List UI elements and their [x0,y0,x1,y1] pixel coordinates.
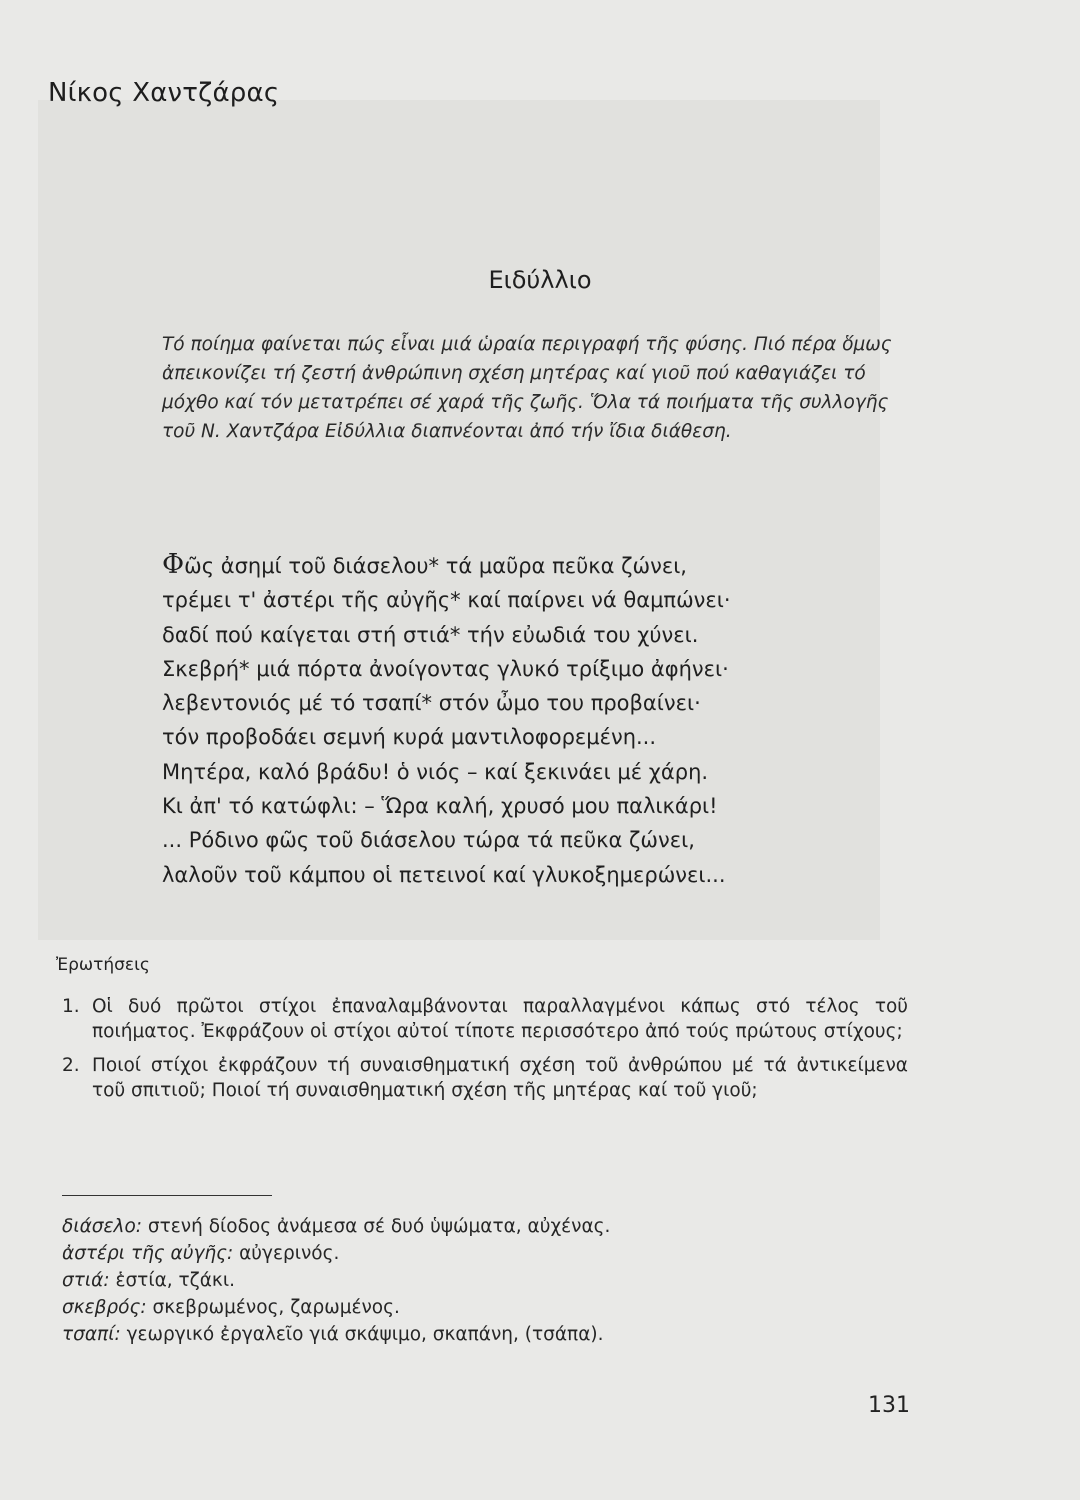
glossary-entry [62,1213,912,1240]
question-item [62,1053,908,1103]
poem-first-line-rest: ῶς ἀσημί τοῦ διάσελου* τά μαῦρα πεῦκα ζώνει, [184,554,687,578]
page-number: 131 [868,1393,910,1418]
poem-line: λαλοῦν τοῦ κάμπου οἱ πετεινοί καί γλυκοξημερώνει... [162,862,726,887]
question-text: Οἱ δυό πρῶτοι στίχοι ἐπαναλαμβάνονται παραλλαγμένοι κάπως στό τέλος τοῦ ποιήματος. Ἐκφράζουν οἱ στίχοι αὐτοί τίποτε περισσότερο ἀπό τούς πρώτους στίχους; [92,996,908,1042]
poem-line [162,548,922,583]
glossary-term: σκεβρός: [62,1297,147,1318]
glossary-entry [62,1267,912,1294]
question-number: 2. [62,1055,80,1076]
glossary-entry [62,1321,912,1348]
glossary [62,1213,912,1348]
poem-text [162,548,922,892]
footnote-divider [62,1195,272,1196]
glossary-entry [62,1240,912,1267]
poem-line: τρέμει τ' ἀστέρι τῆς αὐγῆς* καί παίρνει νά θαμπώνει· [162,588,731,613]
glossary-term: τσαπί: [62,1324,121,1345]
poem-title: Ειδύλλιο [488,266,592,294]
author-name: Νίκος Χαντζάρας [48,78,280,108]
glossary-definition: γεωργικό ἐργαλεῖο γιά σκάψιμο, σκαπάνη, (τσάπα). [126,1324,604,1345]
question-item [62,994,908,1044]
questions-heading: Ἐρωτήσεις [56,955,150,975]
glossary-term: ἀστέρι τῆς αὐγῆς: [62,1243,234,1264]
poem-line: δαδί πού καίγεται στή στιά* τήν εὐωδιά του χύνει. [162,622,699,647]
drop-cap: Φ [162,549,185,580]
intro-paragraph: Τό ποίημα φαίνεται πώς εἶναι μιά ὡραία περιγραφή τῆς φύσης. Πιό πέρα ὅμως ἀπεικονίζει τή ζεστή ἀνθρώπινη σχέση μητέρας καί γιοῦ πού καθαγιάζει τό μόχθο καί τόν μετατρέπει σέ χαρά τῆς ζωῆς. Ὅλα τά ποιήματα τῆς συλλογῆς τοῦ Ν. Χαντζάρα Εἰδύλλια διαπνέονται ἀπό τήν ἴδια διάθεση. [162,334,892,442]
glossary-entry [62,1294,912,1321]
glossary-definition: στενή δίοδος ἀνάμεσα σέ δυό ὑψώματα, αὐχένας. [147,1216,611,1237]
questions-list [62,994,908,1112]
poem-line: λεβεντονιός μέ τό τσαπί* στόν ὦμο του προβαίνει· [162,691,701,716]
glossary-term: διάσελο: [62,1216,142,1237]
poem-line: ... Ρόδινο φῶς τοῦ διάσελου τώρα τά πεῦκα ζώνει, [162,828,695,853]
poem-line: Μητέρα, καλό βράδυ! ὁ νιός – καί ξεκινάει μέ χάρη. [162,759,709,784]
poem-line: τόν προβοδάει σεμνή κυρά μαντιλοφορεμένη... [162,725,657,750]
question-text: Ποιοί στίχοι ἐκφράζουν τή συναισθηματική σχέση τοῦ ἀνθρώπου μέ τά ἀντικείμενα τοῦ σπιτιοῦ; Ποιοί τή συναισθηματική σχέση τῆς μητέρας καί τοῦ γιοῦ; [92,1055,908,1101]
glossary-definition: αὐγερινός. [239,1243,340,1264]
poem-line: Κι ἀπ' τό κατώφλι: – Ὥρα καλή, χρυσό μου παλικάρι! [162,794,718,819]
glossary-definition: ἑστία, τζάκι. [115,1270,235,1291]
glossary-term: στιά: [62,1270,110,1291]
question-number: 1. [62,996,80,1017]
glossary-definition: σκεβρωμένος, ζαρωμένος. [152,1297,400,1318]
poem-line: Σκεβρή* μιά πόρτα ἀνοίγοντας γλυκό τρίξιμο ἀφήνει· [162,656,729,681]
